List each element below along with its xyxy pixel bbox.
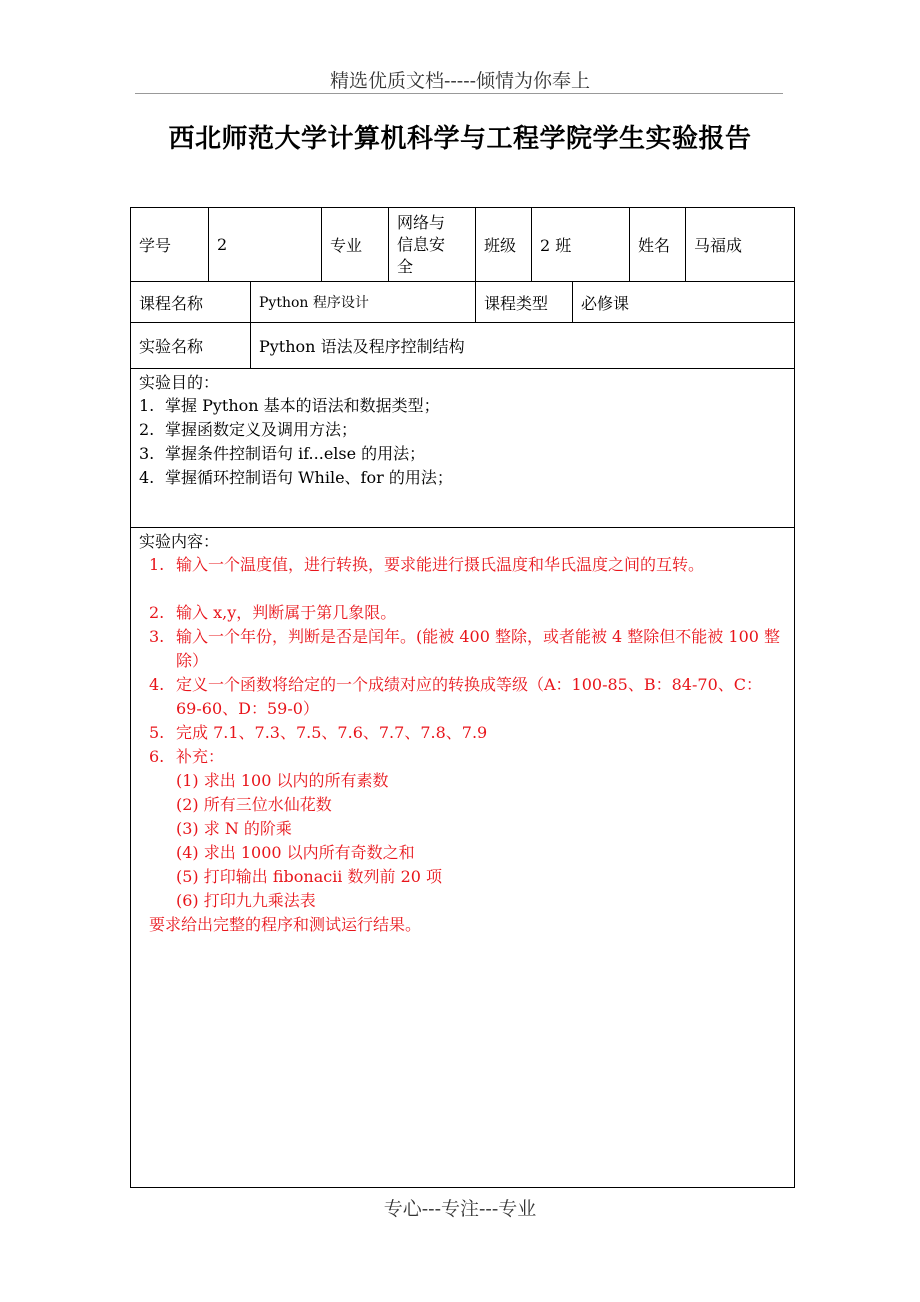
purpose-section xyxy=(131,369,794,528)
supplement-item: (6) 打印九九乘法表 xyxy=(176,891,316,910)
experiment-name-label: 实验名称 xyxy=(131,323,251,368)
purpose-item: 3. 掌握条件控制语句 if...else 的用法； xyxy=(139,444,426,463)
major-line-1: 网络与 xyxy=(397,212,446,232)
report-title: 西北师范大学计算机科学与工程学院学生实验报告 xyxy=(168,124,752,154)
content-item: 4. 定义一个函数将给定的一个成绩对应的转换成等级（A：100-85、B：84-70、C：69-60、D：59-0） xyxy=(149,675,762,718)
student-id-label: 学号 xyxy=(131,208,209,281)
student-info-row xyxy=(131,208,794,282)
name-label: 姓名 xyxy=(630,208,686,281)
course-type-value: 必修课 xyxy=(581,293,630,313)
experiment-name-value: Python 语法及程序控制结构 xyxy=(259,337,465,356)
content-item: 2. 输入 x,y，判断属于第几象限。 xyxy=(149,603,397,622)
purpose-list xyxy=(139,394,786,490)
major-value xyxy=(389,208,476,281)
supplement-item: (1) 求出 100 以内的所有素数 xyxy=(176,771,389,790)
purpose-heading: 实验目的： xyxy=(139,373,220,392)
purpose-item: 4. 掌握循环控制语句 While、for 的用法； xyxy=(139,468,453,487)
content-item: 5. 完成 7.1、7.3、7.5、7.6、7.7、7.8、7.9 xyxy=(149,723,488,742)
major-label: 专业 xyxy=(322,208,389,281)
course-type-label: 课程类型 xyxy=(476,282,573,322)
content-heading: 实验内容： xyxy=(139,532,220,551)
major-line-3: 全 xyxy=(397,256,414,276)
purpose-item: 2. 掌握函数定义及调用方法； xyxy=(139,420,358,439)
class-label: 班级 xyxy=(476,208,532,281)
report-form xyxy=(130,207,795,1188)
supplement-item: (3) 求 N 的阶乘 xyxy=(176,819,292,838)
name-value: 马福成 xyxy=(694,236,743,255)
requirement-text: 要求给出完整的程序和测试运行结果。 xyxy=(149,915,422,934)
supplement-item: (4) 求出 1000 以内所有奇数之和 xyxy=(176,843,415,862)
student-id-value: 2 xyxy=(209,208,322,281)
purpose-item: 1. 掌握 Python 基本的语法和数据类型； xyxy=(139,396,440,415)
content-list xyxy=(139,553,786,937)
course-row xyxy=(131,282,794,323)
content-item: 3. 输入一个年份，判断是否是闰年。(能被 400 整除，或者能被 4 整除但不能被 100 整除） xyxy=(149,627,781,670)
supplement-item: (5) 打印输出 fibonacii 数列前 20 项 xyxy=(176,867,443,886)
page-footer: 专心---专注---专业 xyxy=(383,1198,537,1220)
header-divider xyxy=(135,93,783,94)
content-section xyxy=(131,528,794,1187)
major-line-2: 信息安 xyxy=(397,234,446,254)
supplement-item: (2) 所有三位水仙花数 xyxy=(176,795,332,814)
content-item: 6. 补充： xyxy=(149,747,225,766)
course-name-text: Python 程序设计 xyxy=(259,295,369,311)
content-item: 1. 输入一个温度值，进行转换，要求能进行摄氏温度和华氏温度之间的互转。 xyxy=(149,555,705,574)
page-header: 精选优质文档-----倾情为你奉上 xyxy=(329,70,591,92)
class-value: 2 班 xyxy=(532,208,630,281)
course-name-value xyxy=(251,282,476,322)
experiment-row xyxy=(131,323,794,369)
course-name-label: 课程名称 xyxy=(131,282,251,322)
